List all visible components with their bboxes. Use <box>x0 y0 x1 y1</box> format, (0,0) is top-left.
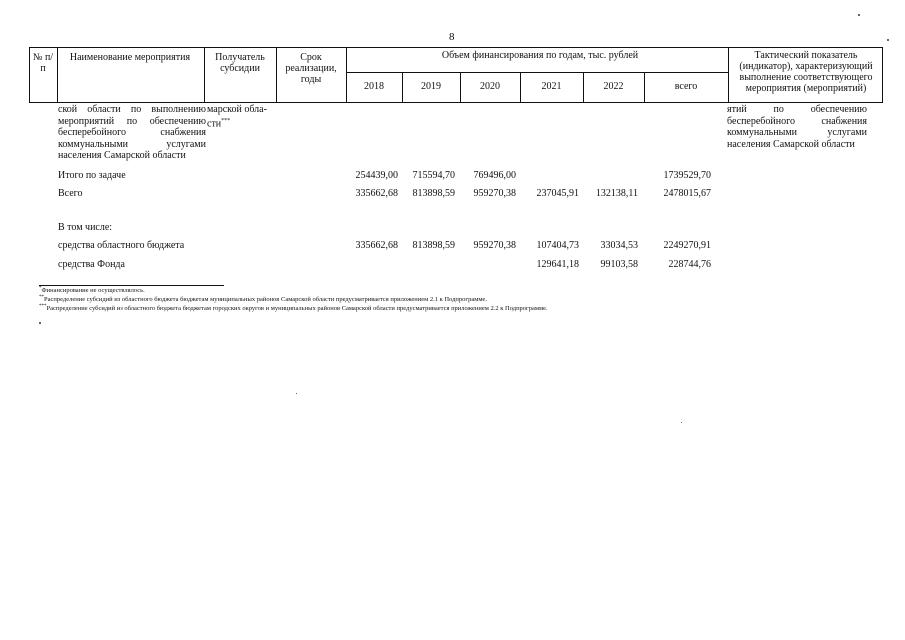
recipient-continued <box>207 104 283 129</box>
footnote-mark: * <box>39 285 42 291</box>
recipient-text: марской обла- сти <box>207 104 267 129</box>
indicator-continued: ятий по обеспечению бесперебойного снабжения коммунальными услугами населения Самарской области <box>727 104 867 150</box>
table-cell: 959270,38 <box>473 240 516 251</box>
table-cell: 132138,11 <box>595 188 638 199</box>
header-year-2022: 2022 <box>603 81 624 92</box>
footnote-text: Распределение субсидий из областного бюджета бюджетам муниципальных районов Самарской области предусматривается приложением 2.1 к Подпрограмме. <box>44 296 487 303</box>
scan-speck <box>39 322 41 324</box>
scan-speck <box>887 39 889 41</box>
row-label-including: В том числе: <box>58 222 113 233</box>
table-cell: 254439,00 <box>355 170 398 181</box>
table-cell: 237045,91 <box>536 188 579 199</box>
footnote-mark: ** <box>39 294 44 300</box>
header-recipient: Получатель субсидии <box>215 52 265 74</box>
footnote-text: Распределение субсидий из областного бюджета бюджетам городских округов и муниципальных районов Самарской области предусматривается приложением 2.2 к Подпрограмме. <box>46 305 548 312</box>
table-cell: 129641,18 <box>536 259 579 270</box>
table-cell: 335662,68 <box>355 240 398 251</box>
row-label-total: Всего <box>58 188 83 199</box>
footnote-2 <box>39 296 487 304</box>
header-name: Наименование мероприятия <box>69 52 191 63</box>
header-indicator: Тактический показатель (индикатор), характеризующий выполнение соответствующего мероприятия (мероприятий) <box>739 50 873 94</box>
scan-speck <box>681 422 682 423</box>
footnote-3 <box>39 305 548 313</box>
header-funding: Объем финансирования по годам, тыс. рублей <box>441 50 639 61</box>
footnote-1 <box>39 287 145 295</box>
header-year-2018: 2018 <box>364 81 384 92</box>
recipient-footnote-mark: *** <box>221 117 231 124</box>
table-cell: 228744,76 <box>668 259 711 270</box>
header-year-2020: 2020 <box>480 81 500 92</box>
header-year-2019: 2019 <box>421 81 441 92</box>
table-cell: 1739529,70 <box>663 170 711 181</box>
footnote-divider <box>39 285 224 286</box>
page-number: 8 <box>449 31 455 43</box>
table-cell: 33034,53 <box>600 240 638 251</box>
scan-speck <box>858 14 860 16</box>
row-label-fund: средства Фонда <box>58 259 125 270</box>
table-cell: 99103,58 <box>600 259 638 270</box>
header-year-2021: 2021 <box>541 81 562 92</box>
header-num: № п/п <box>32 52 54 74</box>
table-cell: 715594,70 <box>412 170 455 181</box>
table-cell: 2249270,91 <box>663 240 711 251</box>
table-header <box>29 47 883 103</box>
table-cell: 813898,59 <box>412 188 455 199</box>
header-total: всего <box>674 81 698 92</box>
table-cell: 959270,38 <box>473 188 516 199</box>
table-cell: 107404,73 <box>536 240 579 251</box>
footnote-mark: *** <box>39 303 47 309</box>
footnote-text: Финансирование не осуществлялось. <box>41 287 145 294</box>
table-cell: 335662,68 <box>355 188 398 199</box>
row-label-regional-budget: средства областного бюджета <box>58 240 185 251</box>
table-cell: 769496,00 <box>473 170 516 181</box>
table-cell: 2478015,67 <box>663 188 711 199</box>
table-cell: 813898,59 <box>412 240 455 251</box>
row-label-task-total: Итого по задаче <box>58 170 126 181</box>
header-term: Срок реализации, годы <box>285 52 337 85</box>
scan-speck <box>296 393 297 394</box>
activity-name-continued: ской области по выполнению мероприятий по обеспечению бесперебойного снабжения коммунальными услугами населения Самарской области <box>58 104 206 161</box>
